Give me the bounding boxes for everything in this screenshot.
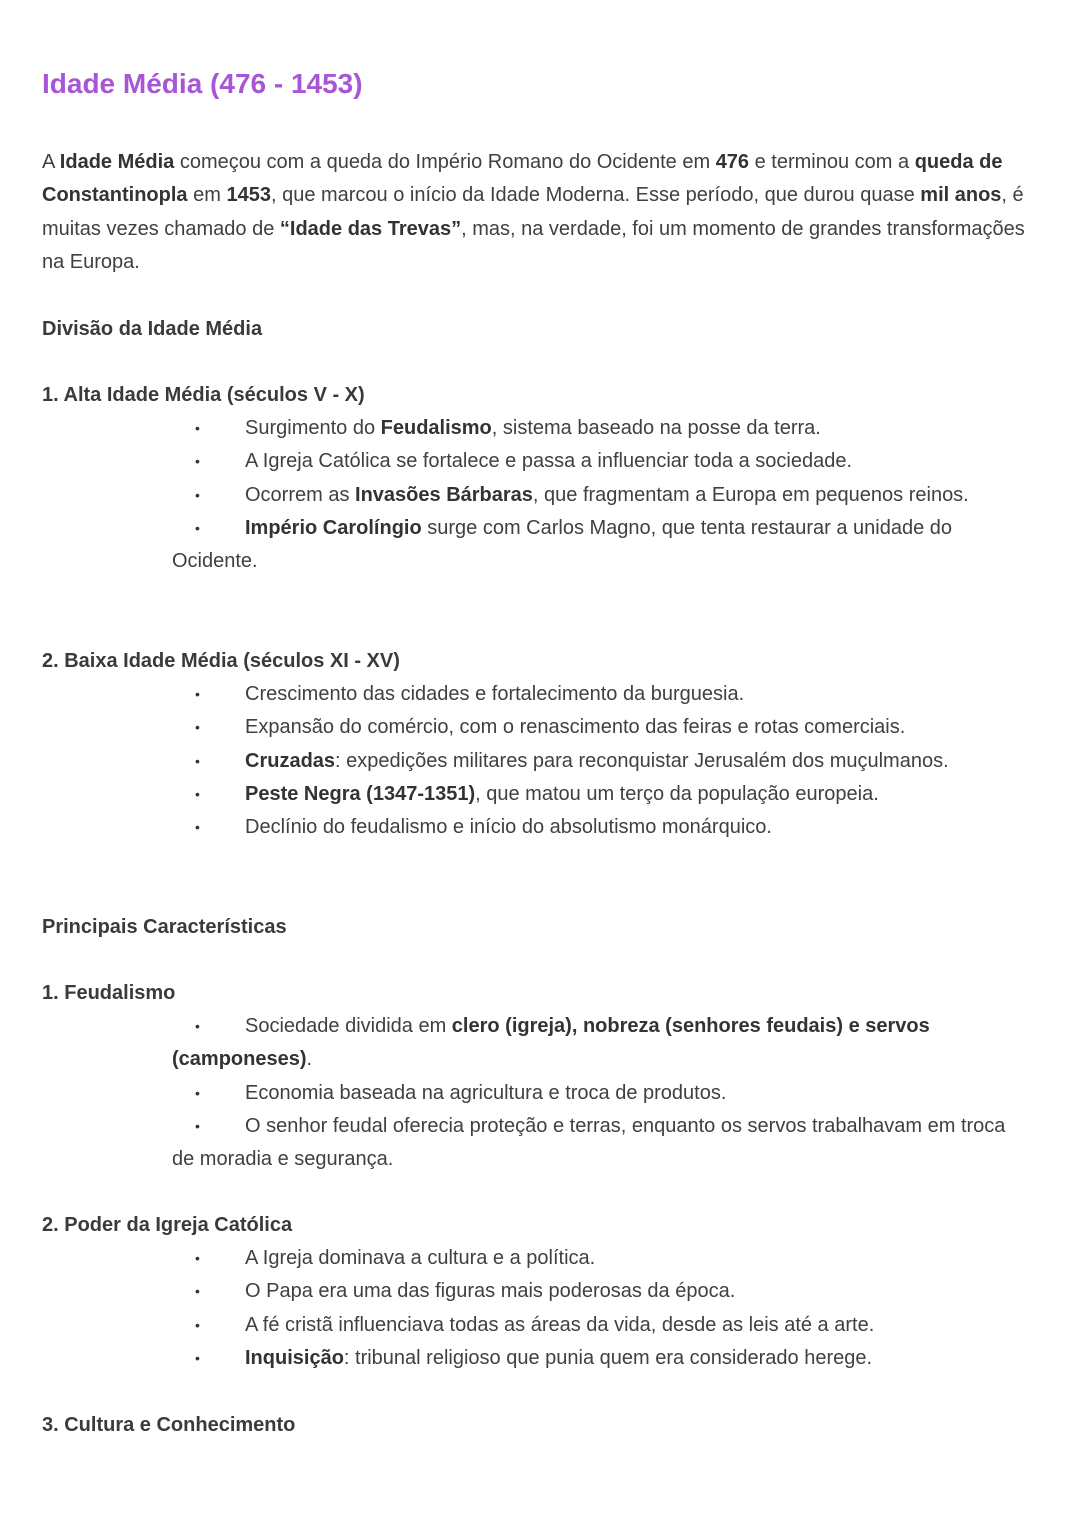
bold-text: Cruzadas <box>245 749 336 772</box>
igreja-list <box>172 1242 1032 1375</box>
alta-list <box>172 412 1032 578</box>
characteristics-heading: Principais Características <box>42 916 287 938</box>
bullet-icon: • <box>195 1316 200 1333</box>
bullet-icon: • <box>195 453 200 470</box>
bullet-icon: • <box>195 752 200 769</box>
list-item: • A Igreja Católica se fortalece e passa a influenciar toda a sociedade. <box>172 445 1032 478</box>
bullet-icon: • <box>195 819 200 836</box>
bold-text: clero (igreja), nobreza (senhores feudais) e servos (camponeses) <box>172 1015 930 1071</box>
bold-text: Peste Negra (1347-1351) <box>245 782 476 805</box>
bullet-icon: • <box>195 1283 200 1300</box>
list-item: • Peste Negra (1347-1351), que matou um terço da população europeia. <box>172 778 1032 811</box>
bullet-icon: • <box>195 1250 200 1266</box>
baixa-heading: 2. Baixa Idade Média (séculos XI - XV) <box>42 650 400 672</box>
list-item: • Sociedade dividida em clero (igreja), nobreza (senhores feudais) e servos (camponeses). <box>172 1010 1032 1077</box>
feudalismo-list <box>172 1010 1032 1176</box>
igreja-heading: 2. Poder da Igreja Católica <box>42 1214 293 1236</box>
bullet-icon: • <box>195 785 200 802</box>
list-item: • Inquisição: tribunal religioso que punia quem era considerado herege. <box>172 1342 1032 1375</box>
intro-paragraph: A Idade Média começou com a queda do Império Romano do Ocidente em 476 e terminou com a queda de Constantinopla em 1453, que marcou o início da Idade Moderna. Esse período, que durou quase mil anos, é muitas vezes chamado de “Idade das Trevas”, mas, na verdade, foi um momento de grandes transformações na Europa. <box>42 151 1025 273</box>
bullet-icon: • <box>195 1084 200 1101</box>
bold-text: Invasões Bárbaras <box>355 483 533 506</box>
division-heading: Divisão da Idade Média <box>42 318 263 340</box>
bullet-icon: • <box>195 420 200 436</box>
page-title: Idade Média (476 - 1453) <box>42 68 363 99</box>
list-item: • Crescimento das cidades e fortalecimento da burguesia. <box>172 678 1032 711</box>
cultura-heading: 3. Cultura e Conhecimento <box>42 1414 296 1436</box>
list-item: • Economia baseada na agricultura e troca de produtos. <box>172 1077 1032 1110</box>
bold-text: mil anos <box>920 184 1002 207</box>
bullet-icon: • <box>195 1018 200 1034</box>
bold-text: 476 <box>715 151 750 173</box>
bold-text: Idade Média <box>59 151 175 173</box>
list-item: • Surgimento do Feudalismo, sistema baseado na posse da terra. <box>172 412 1032 445</box>
list-item: • Cruzadas: expedições militares para reconquistar Jerusalém dos muçulmanos. <box>172 745 1032 778</box>
list-item: • A Igreja dominava a cultura e a política. <box>172 1242 1032 1275</box>
bullet-icon: • <box>195 486 200 503</box>
bold-text: Império Carolíngio <box>245 516 422 539</box>
bullet-icon: • <box>195 1117 200 1134</box>
bullet-icon: • <box>195 519 200 536</box>
baixa-list <box>172 678 1032 844</box>
bullet-icon: • <box>195 719 200 736</box>
list-item: • O Papa era uma das figuras mais poderosas da época. <box>172 1275 1032 1308</box>
bold-text: “Idade das Trevas” <box>279 217 462 240</box>
bullet-icon: • <box>195 686 200 702</box>
list-item: • Expansão do comércio, com o renascimento das feiras e rotas comerciais. <box>172 711 1032 744</box>
list-item: • Império Carolíngio surge com Carlos Magno, que tenta restaurar a unidade do Ocidente. <box>172 512 1032 579</box>
list-item: • A fé cristã influenciava todas as áreas da vida, desde as leis até a arte. <box>172 1309 1032 1342</box>
alta-heading: 1. Alta Idade Média (séculos V - X) <box>42 384 365 406</box>
bold-text: queda de Constantinopla <box>42 151 1003 207</box>
bullet-icon: • <box>195 1349 200 1366</box>
bold-text: Feudalismo <box>380 417 492 439</box>
list-item: • Declínio do feudalismo e início do absolutismo monárquico. <box>172 811 1032 844</box>
list-item: • O senhor feudal oferecia proteção e terras, enquanto os servos trabalhavam em troca de moradia e segurança. <box>172 1110 1032 1177</box>
bold-text: Inquisição <box>245 1346 344 1369</box>
bold-text: 1453 <box>226 184 271 207</box>
feudalismo-heading: 1. Feudalismo <box>42 982 176 1004</box>
list-item: • Ocorrem as Invasões Bárbaras, que fragmentam a Europa em pequenos reinos. <box>172 479 1032 512</box>
